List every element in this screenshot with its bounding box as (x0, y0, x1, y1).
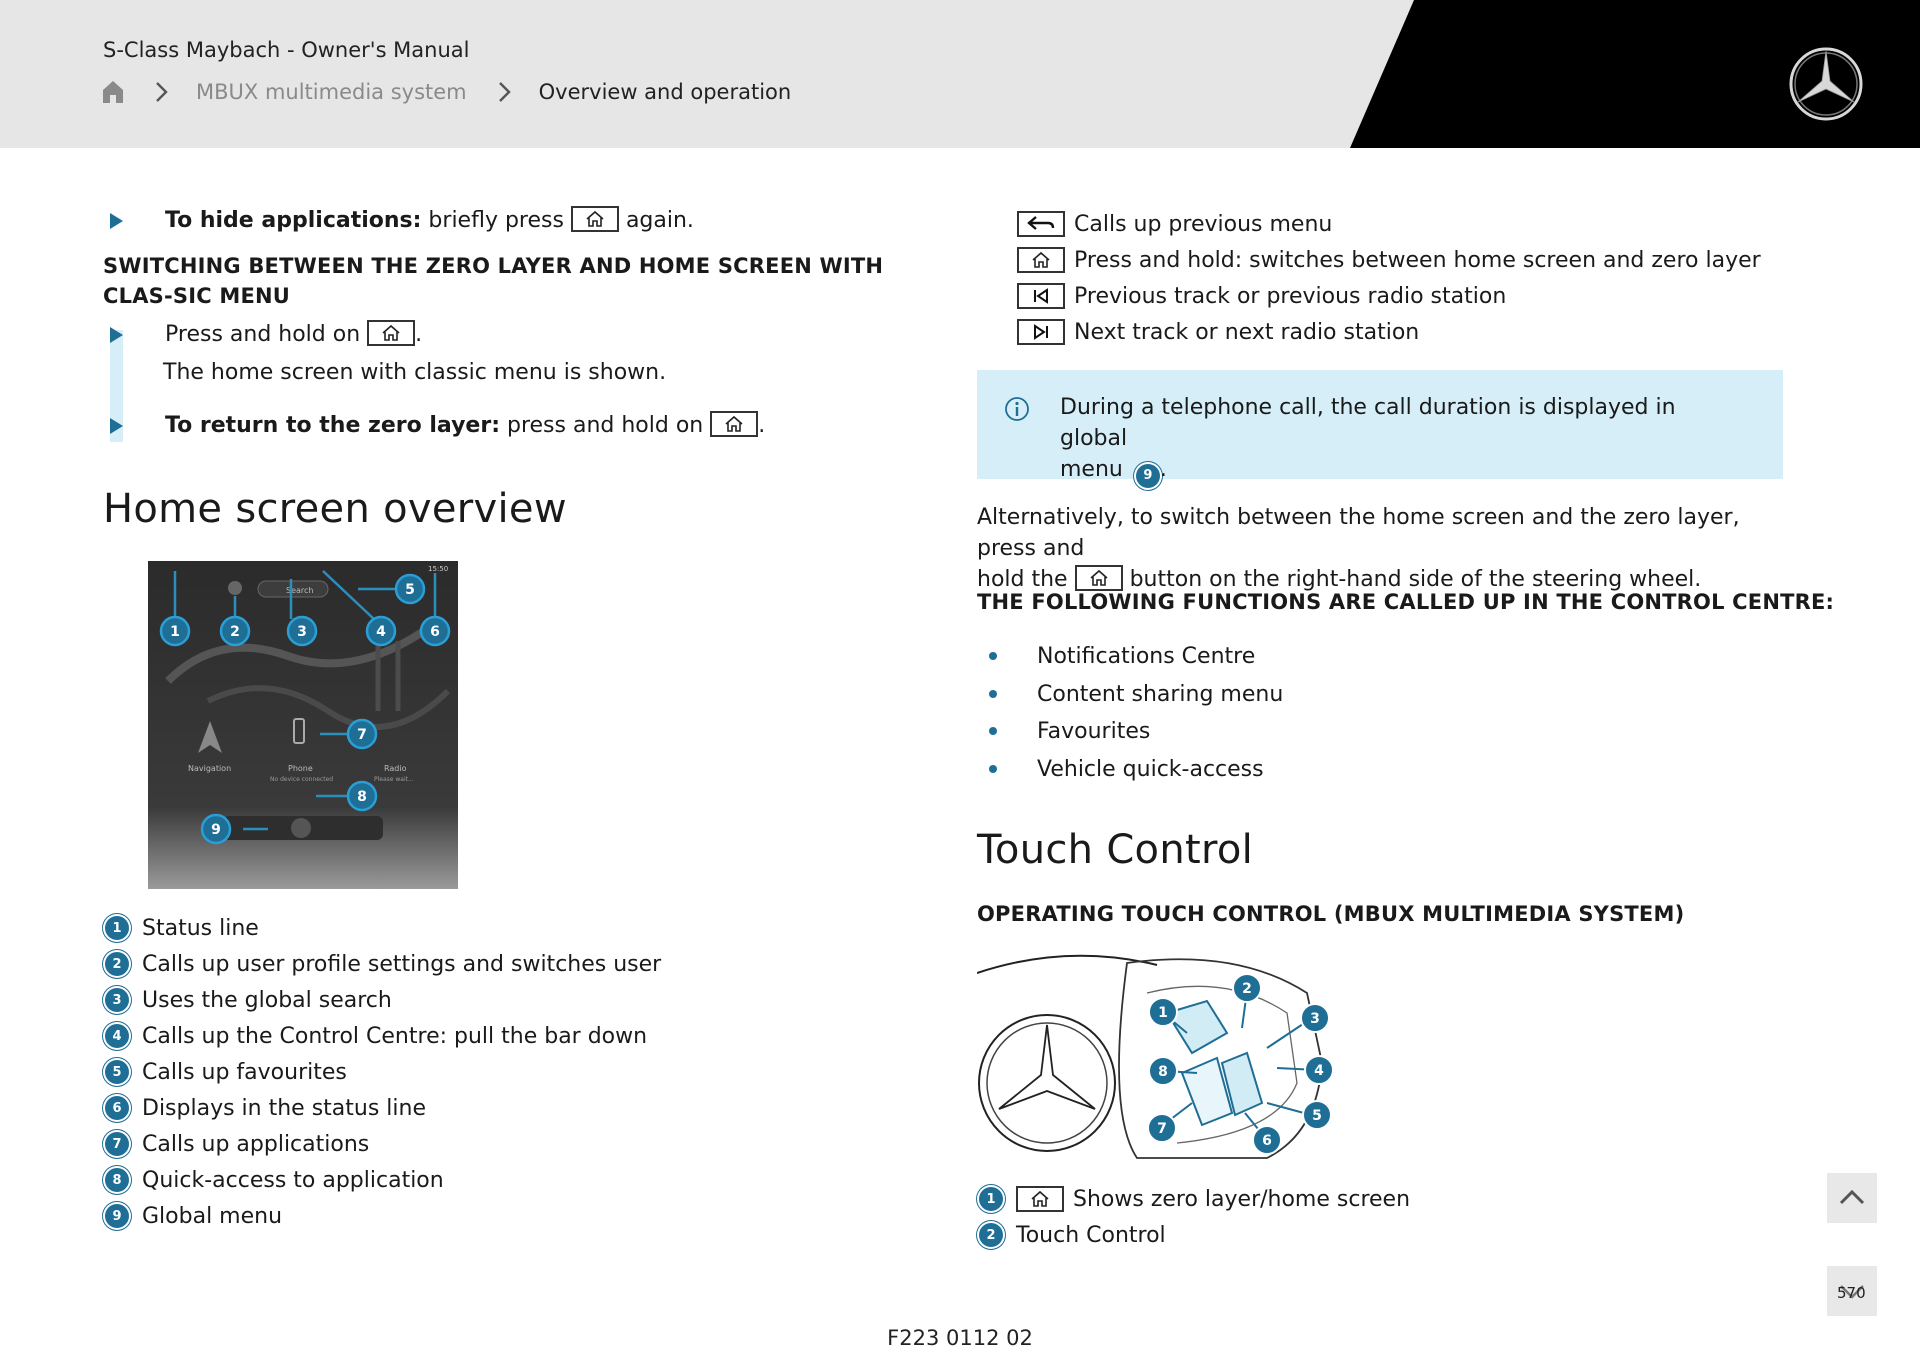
breadcrumb-link-mbux[interactable]: MBUX multimedia system (196, 80, 467, 104)
key-row (1017, 206, 1332, 242)
svg-text:7: 7 (1157, 1121, 1167, 1137)
legend-text: Shows zero layer/home screen (1073, 1186, 1411, 1212)
callout-1 (161, 617, 189, 645)
steering-wheel-touch-control-illustration (977, 953, 1382, 1161)
step-arrow-icon (110, 213, 123, 229)
legend-text: Touch Control (1016, 1222, 1166, 1248)
back-icon (1026, 215, 1056, 233)
hide-applications-step (110, 206, 694, 236)
svg-text:3: 3 (1310, 1011, 1320, 1027)
step-text: Press and hold on (165, 322, 361, 347)
legend-text: Calls up applications (142, 1131, 370, 1157)
legend-number: 4 (105, 1024, 129, 1048)
legend-number: 9 (105, 1204, 129, 1228)
home-screen-illustration (148, 561, 458, 889)
touch-control-title: Touch Control (977, 827, 1254, 873)
touch-callout-1 (1149, 998, 1177, 1026)
search-label: Search (286, 586, 314, 595)
touch-callout-3 (1301, 1004, 1329, 1032)
svg-text:1: 1 (170, 624, 180, 640)
legend-item (105, 1198, 282, 1234)
legend-item (105, 982, 392, 1018)
step-bold-label: To return to the zero layer: (165, 413, 500, 438)
radio-label: Radio (384, 764, 407, 773)
status-time: 15:50 (428, 565, 449, 573)
phone-label: Phone (288, 764, 313, 773)
key-row (1017, 278, 1506, 314)
info-text: During a telephone call, the call duration is displayed in global (1060, 395, 1676, 451)
svg-text:6: 6 (1262, 1133, 1272, 1149)
legend-number: 5 (105, 1060, 129, 1084)
page-number: 570 (1837, 1284, 1866, 1302)
chevron-right-icon (497, 81, 511, 103)
bullet-icon (989, 690, 997, 698)
back-key (1017, 211, 1065, 237)
list-item-text: Content sharing menu (1037, 681, 1284, 707)
key-row (1017, 242, 1761, 278)
step-bold-label: To hide applications: (165, 208, 422, 233)
legend-number: 3 (105, 988, 129, 1012)
legend-text: Calls up the Control Centre: pull the bar down (142, 1023, 648, 1049)
bullet-icon (989, 652, 997, 660)
callout-4 (367, 617, 395, 645)
legend-item (979, 1181, 1410, 1217)
alternative-paragraph (977, 502, 1787, 595)
chevron-up-icon (1827, 1173, 1877, 1223)
info-text-2: menu (1060, 457, 1123, 482)
scroll-up-button[interactable] (1827, 1173, 1877, 1223)
legend-item (105, 1162, 444, 1198)
legend-text: Status line (142, 915, 259, 941)
chevron-right-icon (154, 81, 168, 103)
legend-text: Calls up user profile settings and switches user (142, 951, 662, 977)
home-icon (1030, 1190, 1050, 1208)
manual-title: S-Class Maybach - Owner's Manual (103, 38, 470, 62)
step-arrow-icon (110, 418, 123, 434)
callout-8 (348, 782, 376, 810)
key-description: Calls up previous menu (1074, 211, 1333, 237)
list-item-text: Vehicle quick-access (1037, 756, 1264, 782)
touch-callout-8 (1149, 1057, 1177, 1085)
legend-item (105, 1054, 347, 1090)
previous-track-icon (1031, 288, 1051, 304)
legend-item (105, 1018, 647, 1054)
legend-text: Global menu (142, 1203, 283, 1229)
svg-text:7: 7 (357, 727, 367, 743)
callout-5 (396, 575, 424, 603)
touch-callout-5 (1303, 1101, 1331, 1129)
step-text: press and hold on (500, 413, 704, 438)
home-key (1017, 247, 1065, 273)
legend-text: Displays in the status line (142, 1095, 426, 1121)
step-arrow-icon (110, 327, 123, 343)
svg-text:1: 1 (1158, 1005, 1168, 1021)
page-header (0, 0, 1920, 148)
next-track-icon (1031, 324, 1051, 340)
home-icon (724, 415, 744, 433)
legend-item (105, 1126, 369, 1162)
functions-heading: THE FOLLOWING FUNCTIONS ARE CALLED UP IN THE CONTROL CENTRE: (977, 590, 1835, 614)
home-key (1016, 1186, 1064, 1212)
breadcrumb (102, 80, 791, 104)
mercedes-star-logo[interactable] (1788, 46, 1864, 122)
return-zero-layer-step (110, 411, 765, 441)
legend-number: 8 (105, 1168, 129, 1192)
legend-item (105, 1090, 426, 1126)
home-key (710, 411, 758, 437)
info-icon (1004, 396, 1030, 422)
legend-item (979, 1217, 1166, 1253)
home-key (367, 320, 415, 346)
svg-text:4: 4 (376, 624, 386, 640)
home-key (571, 206, 619, 232)
svg-text:5: 5 (1312, 1108, 1322, 1124)
list-item-text: Notifications Centre (1037, 643, 1256, 669)
list-item (977, 713, 1150, 749)
callout-6 (421, 617, 449, 645)
touch-callout-6 (1253, 1126, 1281, 1154)
key-description: Previous track or previous radio station (1074, 283, 1507, 309)
svg-text:4: 4 (1314, 1063, 1324, 1079)
legend-number: 6 (105, 1096, 129, 1120)
touch-callout-7 (1148, 1114, 1176, 1142)
legend-text: Quick-access to application (142, 1167, 444, 1193)
previous-track-key (1017, 283, 1065, 309)
legend-text: Uses the global search (142, 987, 392, 1013)
phone-sublabel: No device connected (270, 776, 334, 783)
svg-text:5: 5 (405, 582, 415, 598)
home-icon[interactable] (102, 80, 124, 104)
svg-text:2: 2 (230, 624, 240, 640)
legend-text: Calls up favourites (142, 1059, 347, 1085)
list-item (977, 751, 1264, 787)
step-text-after: . (415, 322, 423, 347)
svg-text:8: 8 (357, 789, 367, 805)
info-text-after: . (1159, 457, 1167, 482)
legend-item (105, 910, 259, 946)
footer-code: F223 0112 02 (887, 1326, 1033, 1350)
step-text-after: . (758, 413, 766, 438)
legend-number: 2 (105, 952, 129, 976)
callout-3 (288, 617, 316, 645)
press-hold-step (110, 320, 422, 350)
radio-sublabel: Please wait... (374, 776, 414, 783)
bullet-icon (989, 765, 997, 773)
svg-text:8: 8 (1158, 1064, 1168, 1080)
info-box (977, 370, 1783, 483)
home-icon (1089, 569, 1109, 587)
callout-2 (221, 617, 249, 645)
callout-7 (348, 720, 376, 748)
home-screen-overview-title: Home screen overview (103, 486, 567, 532)
next-track-key (1017, 319, 1065, 345)
svg-text:6: 6 (430, 624, 440, 640)
step-text-after: again. (618, 208, 694, 233)
key-row (1017, 314, 1419, 350)
paragraph-text-2a: hold the (977, 567, 1068, 592)
info-ref-number: 9 (1136, 464, 1160, 488)
list-item (977, 638, 1255, 674)
legend-number: 1 (105, 916, 129, 940)
svg-text:3: 3 (297, 624, 307, 640)
legend-number: 2 (979, 1223, 1003, 1247)
svg-text:2: 2 (1242, 981, 1252, 997)
key-description: Press and hold: switches between home screen and zero layer (1074, 247, 1761, 273)
step-text: briefly press (421, 208, 564, 233)
breadcrumb-current: Overview and operation (538, 80, 792, 104)
list-item (977, 676, 1283, 712)
home-icon (585, 210, 605, 228)
legend-number: 7 (105, 1132, 129, 1156)
legend-number: 1 (979, 1187, 1003, 1211)
paragraph-text: Alternatively, to switch between the home screen and the zero layer, press and (977, 505, 1740, 561)
step-result: The home screen with classic menu is shown. (163, 360, 667, 385)
legend-item (105, 946, 661, 982)
nav-label: Navigation (188, 764, 232, 773)
touch-callout-2 (1233, 974, 1261, 1002)
list-item-text: Favourites (1037, 718, 1151, 744)
home-icon (381, 324, 401, 342)
touch-callout-4 (1305, 1056, 1333, 1084)
paragraph-text-2b: button on the right-hand side of the steering wheel. (1129, 567, 1702, 592)
touch-control-heading: OPERATING TOUCH CONTROL (MBUX MULTIMEDIA SYSTEM) (977, 902, 1685, 926)
svg-text:9: 9 (211, 822, 221, 838)
bullet-icon (989, 727, 997, 735)
home-icon (1031, 251, 1051, 269)
key-description: Next track or next radio station (1074, 319, 1420, 345)
callout-9 (202, 815, 230, 843)
switching-heading: SWITCHING BETWEEN THE ZERO LAYER AND HOME SCREEN WITH CLAS-SIC MENU (103, 254, 884, 308)
